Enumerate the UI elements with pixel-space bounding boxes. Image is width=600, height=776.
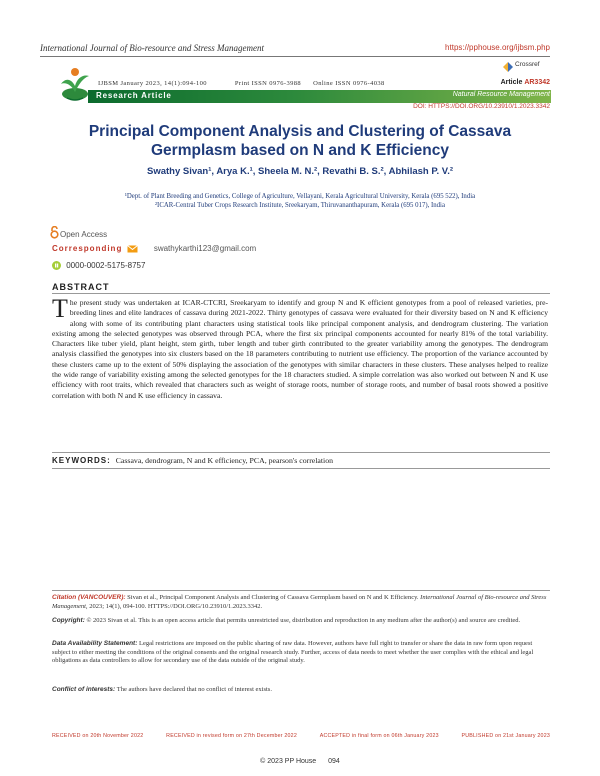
citation-tail: 2023; 14(1), 094-100. HTTPS://DOI.ORG/10.23910/1.2023.3342. <box>89 602 263 610</box>
open-access-row <box>60 230 107 239</box>
crossref-icon <box>503 62 508 72</box>
title-line-2: Germplasm based on N and K Efficiency <box>150 142 450 159</box>
author-list: Swathy Sivan¹, Arya K.¹, Sheela M. N.², Revathi B. S.², Abhilash P. V.² <box>146 166 454 177</box>
affiliation-2: ²ICAR-Central Tuber Crops Research Institute, Sreekaryam, Thiruvananthapuram, Kerala (695 017), India <box>155 202 445 209</box>
copyright-label: Copyright: <box>52 617 85 624</box>
corresponding-row <box>52 244 256 253</box>
article-id: AR3342 <box>524 79 550 86</box>
data-availability-label: Data Availability Statement: <box>52 640 138 647</box>
print-issn: Print ISSN 0976-3988 <box>234 80 302 87</box>
corresponding-email[interactable]: swathykarthi123@gmail.com <box>153 244 257 253</box>
online-issn: Online ISSN 0976-4038 <box>313 80 385 87</box>
copyright-text: © 2023 Sivan et al. This is an open access article that permits unrestricted use, distribution and reproduction in any medium after the author(s) and source are credited. <box>86 617 521 624</box>
page-footer <box>0 758 600 765</box>
dates-row <box>52 733 550 739</box>
corresponding-label: Corresponding <box>52 244 123 253</box>
date-accepted: ACCEPTED in final form on 06th January 2023 <box>319 733 439 739</box>
journal-url[interactable]: https://pphouse.org/ijbsm.php <box>445 43 550 52</box>
citation-label: Citation (VANCOUVER): <box>52 594 126 601</box>
keywords-row <box>52 452 550 469</box>
crossref-label: Crossref <box>515 61 540 68</box>
section-label: Research Article <box>96 91 172 100</box>
abstract-rule <box>52 293 550 294</box>
orcid-row <box>52 261 145 270</box>
citation-text: Sivan et al., Principal Component Analysis and Clustering of Cassava Germplasm based on N and K Efficiency. <box>127 594 419 601</box>
footer-copyright: © 2023 PP House <box>260 758 317 765</box>
abstract-body <box>52 294 548 401</box>
conflict-note <box>52 686 550 695</box>
page-number: 094 <box>328 758 340 765</box>
orcid-icon <box>52 261 61 270</box>
date-revised: RECEIVED in revised form on 27th December 2022 <box>166 733 297 739</box>
orcid-id[interactable]: 0000-0002-5175-8757 <box>66 261 146 270</box>
title-line-1: Principal Component Analysis and Clustering of Cassava <box>88 123 512 140</box>
crossref-badge[interactable] <box>500 58 548 76</box>
article-number <box>501 79 550 86</box>
subject-label: Natural Resource Management <box>452 91 550 98</box>
email-icon <box>127 245 138 253</box>
keywords-label: KEYWORDS: <box>52 456 111 465</box>
abstract-heading: ABSTRACT <box>52 282 110 292</box>
affiliation-1: ¹Dept. of Plant Breeding and Genetics, College of Agriculture, Vellayani, Kerala Agricultural University, Kerala (695 522), India <box>124 193 476 200</box>
journal-name: International Journal of Bio-resource and Stress Management <box>40 43 264 53</box>
article-label: Article <box>500 79 523 86</box>
data-availability-note <box>52 640 550 666</box>
copyright-note <box>52 617 550 626</box>
citation-note <box>52 594 550 611</box>
conflict-text: The authors have declared that no conflict of interest exists. <box>116 686 272 693</box>
date-received: RECEIVED on 20th November 2022 <box>52 733 144 739</box>
abstract-text: he present study was undertaken at ICAR-CTCRI, Sreekaryam to identify and group N and K efficient genotypes from a pool of released varieties, pre-breeding lines and elite landraces of cassava during 2021-2022. Thirty genotypes of cassava were evaluated for their diversity based on N and K efficiency along with some of its contributing plant characters using statistical tools like principal component analysis, and dendrogram clustering. The variation existing among the selected genotypes was observed through PCA, where the first six principal components accounted for nearly 81% of the total variability. Characters like tuber yield, plant height, stem girth, tuber length and tuber girth contributed to the greater variability among the genotypes. The dendrogram analysis classified the genotypes into six clusters based on the 18 parameters contributing to nutrient use efficiency. The proportion of the variance accounted by these clusters came up to the extent of 50% displaying the association of the genotypes with similar characters in these clusters. These analyses helped to realize the wide range of variability existing among the selected genotypes for the 18 characters studied. A simple correlation was also worked out between N and K use efficiency with root traits, which revealed that characters such as weight of storage roots, number of storage roots, and number of basal roots showed a positive correlation with both N and K use efficiency in cassava. <box>52 298 548 400</box>
doi-link[interactable]: DOI: HTTPS://DOI.ORG/10.23910/1.2023.3342 <box>413 103 550 110</box>
open-access-label: Open Access <box>60 230 108 239</box>
date-published: PUBLISHED on 21st January 2023 <box>461 733 550 739</box>
abstract-dropcap: T <box>52 294 68 323</box>
paper-title <box>40 122 560 160</box>
citation-journal: International Journal of Bio-resource and Stress Management, <box>52 594 547 610</box>
footer-rule <box>52 590 550 591</box>
keywords-text: Cassava, dendrogram, N and K efficiency, PCA, pearson's correlation <box>115 456 334 465</box>
citation-line: IJBSM January 2023, 14(1):094-100 <box>98 80 207 87</box>
header-rule <box>40 56 550 57</box>
conflict-label: Conflict of interests: <box>52 686 116 693</box>
open-access-icon <box>50 226 59 239</box>
data-availability-text: Legal restrictions are imposed on the public sharing of raw data. However, authors have full right to transfer or share the data in raw form upon request subject to either meeting the conditions of the original consents and the original research study. Further, access of data needs to meet whether the user complies with the ethical and legal obligations as data controllers to allow for secondary use of the data outside of the original study. <box>52 640 534 665</box>
issue-meta <box>98 80 411 87</box>
